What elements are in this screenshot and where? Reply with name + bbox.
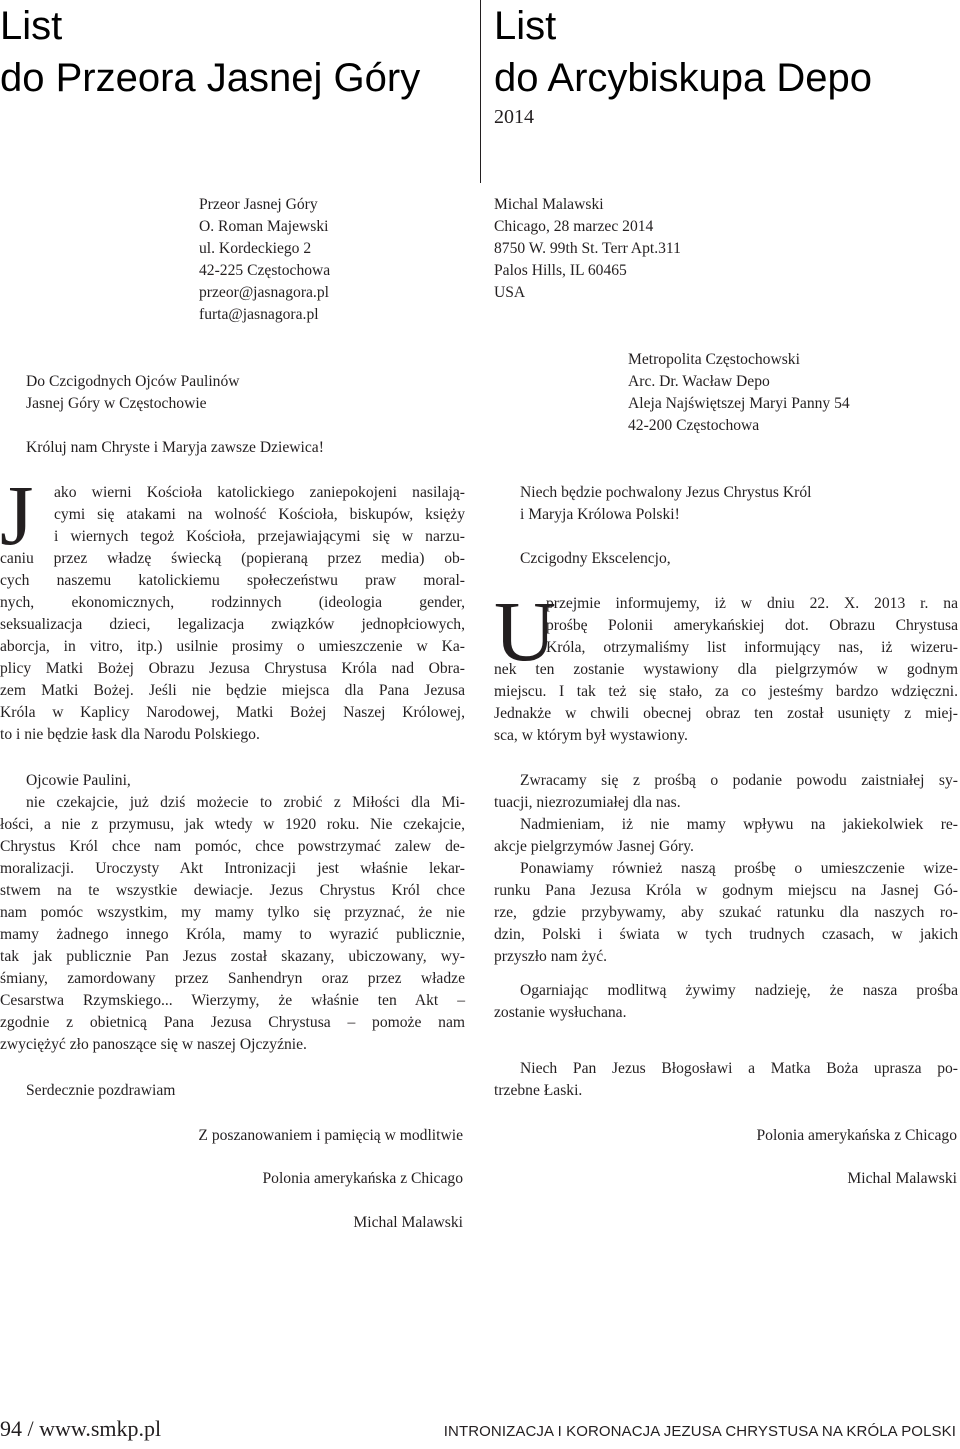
right-greeting: Niech będzie pochwalony Jezus Chrystus Król i Maryja Królowa Polski! [520, 484, 812, 523]
left-recipient-address: Przeor Jasnej Góry O. Roman Majewski ul. Kordeckiego 2 42-225 Częstochowa przeor@jasnagora.pl furta@jasnagora.pl [199, 196, 331, 323]
right-sender-address: Michal Malawski Chicago, 28 marzec 2014 8750 W. 99th St. Terr Apt.311 Palos Hills, IL 60465 USA [494, 196, 681, 301]
right-signoff: Polonia amerykańska z Chicago [756, 1127, 957, 1144]
left-closing: Serdecznie pozdrawiam [26, 1082, 176, 1099]
left-paragraph-1: ako wierni Kościoła katolickiego zaniepokojeni nasilają- cymi się atakami na wolność Kościoła, biskupów, księży i wiernych tegoż Kościoła, przejawiającymi się w narzu- caniu przez władzę świecką (popieraną przez media) ob- cych naszemu katolickiemu społeczeństwu praw moral- nych, ekonomicznych, rodzinnych (ideologia gender, seksualizacja dzieci, legalizacja związków jednopłciowych, aborcja, in vitro, itp.) usilnie prosimy o umieszczenie w Ka- plicy Matki Bożej Obrazu Jezusa Chrystusa Króla nad Obra- zem Matki Bożej. Jeśli nie będzie miejsca dla Pana Jezusa Króla w Kaplicy Narodowej, Matki Bożej Naszej Królowej, to i nie będzie łask dla Narodu Polskiego. [0, 484, 465, 743]
left-dropcap: J [0, 467, 34, 563]
right-paragraph-4: Ponawiamy również naszą prośbę o umieszczenie wize- runku Pana Jezusa Króla w godnym miejscu na Jasnej Gó- rze, gdzie przybywamy, aby szukać ratunku dla naszych ro- dzin, Polski i świata w tych trudnych czasach, w jakich przyszło nam żyć. [494, 860, 958, 965]
left-address-2: Ojcowie Paulini, [26, 772, 131, 789]
header-divider [480, 0, 481, 183]
left-signature: Michal Malawski [353, 1214, 463, 1231]
right-paragraph-5: Ogarniając modlitwą żywimy nadzieję, że nasza prośba zostanie wysłuchana. [494, 982, 958, 1021]
left-paragraph-2: nie czekajcie, już dziś możecie to zrobić z Miłości dla Mi- łości, a nie z przymusu, jak wtedy w 1920 roku. Nie czekajcie, Chrystus Król chce nam pomóc, chce powstrzymać zalew de- moralizacji. Uroczysty Akt Intronizacji jest właśnie lekar- stwem na te wszystkie dewiacje. Jezus Chrystus Król chce nam pomóc wszystkim, my mamy tylko się przyznać, że nie mamy żadnego innego Króla, mamy to wyrazić publicznie, tak jak publicznie Pan Jezus został skazany, ubiczowany, wy- śmiany, zamordowany przez Sanhendryn oraz przez władze Cesarstwa Rzymskiego... Wierzymy, że właśnie ten Akt – zgodnie z obietnicą Pana Jezusa Chrystusa – pomoże nam zwyciężyć zło panoszące się w naszej Ojczyźnie. [0, 794, 465, 1053]
left-salutation: Do Czcigodnych Ojców Paulinów Jasnej Góry w Częstochowie [26, 373, 240, 412]
right-paragraph-6: Niech Pan Jezus Błogosławi a Matka Boża uprasza po- trzebne Łaski. [494, 1060, 958, 1099]
right-salutation: Czcigodny Ekscelencjo, [520, 550, 671, 567]
right-paragraph-3: Nadmieniam, iż nie mamy wpływu na jakiekolwiek re- akcje pielgrzymów Jasnej Góry. [494, 816, 958, 855]
running-title: INTRONIZACJA I KORONACJA JEZUSA CHRYSTUSA NA KRÓLA POLSKI [443, 1423, 956, 1440]
right-dropcap: U [494, 583, 557, 679]
right-recipient-address: Metropolita Częstochowski Arc. Dr. Wacław Depo Aleja Najświętszej Maryi Panny 54 42-200 Częstochowa [628, 351, 850, 434]
right-title: List do Arcybiskupa Depo [494, 4, 873, 100]
right-signature: Michal Malawski [847, 1170, 957, 1187]
left-greeting: Króluj nam Chryste i Maryja zawsze Dziewica! [26, 439, 324, 456]
right-paragraph-1: przejmie informujemy, iż w dniu 22. X. 2013 r. na prośbę Polonii amerykańskiej dot. Obrazu Chrystusa Króla, otrzymaliśmy list informujący nas, iż wizeru- nek ten zostanie wystawiony dla pielgrzymów w godnym miejscu. I tak też się stało, za co jesteśmy bardzo wdzięczni. Jednakże w chwili obecnej obraz ten został usunięty z miej- sca, w którym był wystawiony. [494, 595, 958, 744]
left-title: List do Przeora Jasnej Góry [0, 4, 421, 100]
year: 2014 [494, 106, 534, 128]
right-paragraph-2: Zwracamy się z prośbą o podanie powodu zaistniałej sy- tuacji, niezrozumiałej dla nas. [494, 772, 958, 811]
left-signoff-line-2: Polonia amerykańska z Chicago [262, 1170, 463, 1187]
page-number: 94 / www.smkp.pl [0, 1416, 162, 1441]
left-signoff-line-1: Z poszanowaniem i pamięcią w modlitwie [198, 1127, 463, 1144]
